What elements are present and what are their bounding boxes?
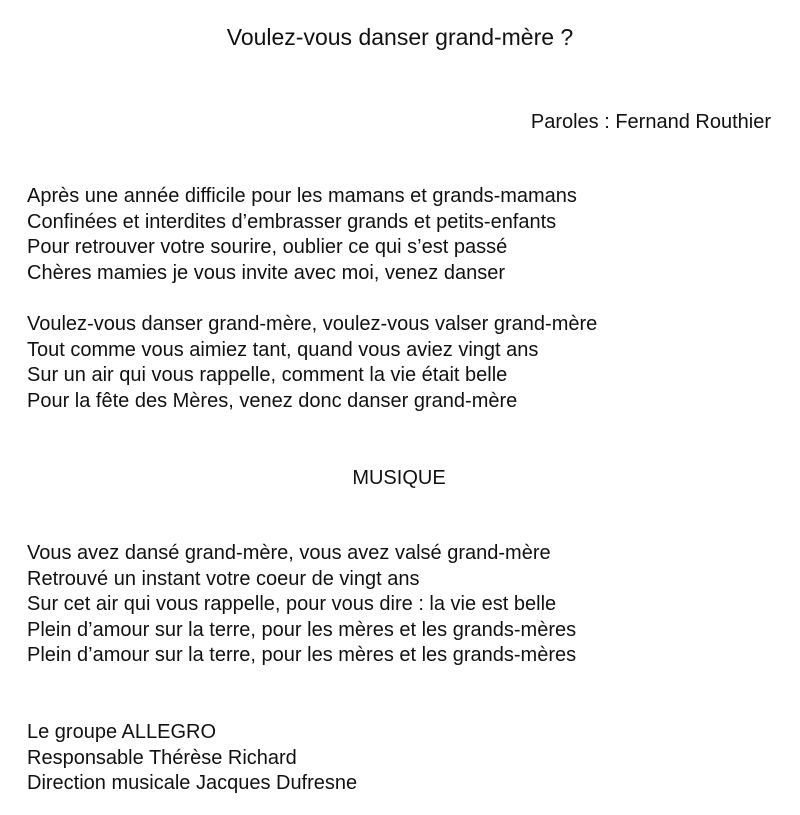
signature-block	[27, 720, 357, 797]
signature-manager: Responsable Thérèse Richard	[27, 746, 297, 769]
stanza-line: Vous avez dansé grand-mère, vous avez valsé grand-mère	[27, 542, 551, 564]
stanza-line: Retrouvé un instant votre coeur de vingt ans	[27, 567, 420, 590]
music-interlude: MUSIQUE	[352, 467, 446, 489]
stanza-line: Après une année difficile pour les mamans et grands-mamans	[27, 185, 577, 207]
stanza-line: Sur cet air qui vous rappelle, pour vous dire : la vie est belle	[27, 593, 557, 616]
stanza-2-chorus	[27, 312, 597, 414]
stanza-line: Pour la fête des Mères, venez donc danser grand-mère	[27, 389, 518, 412]
song-title: Voulez-vous danser grand-mère ?	[226, 24, 574, 50]
stanza-line: Sur un air qui vous rappelle, comment la vie était belle	[27, 364, 508, 387]
signature-group-name: Le groupe ALLEGRO	[27, 721, 217, 743]
stanza-line: Tout comme vous aimiez tant, quand vous aviez vingt ans	[27, 338, 539, 361]
stanza-line: Pour retrouver votre sourire, oublier ce qui s’est passé	[27, 236, 508, 259]
stanza-1	[27, 184, 577, 286]
lyrics-credit: Paroles : Fernand Routhier	[530, 111, 771, 133]
stanza-line: Chères mamies je vous invite avec moi, venez danser	[27, 261, 505, 284]
stanza-line: Confinées et interdites d’embrasser grands et petits-enfants	[27, 210, 557, 233]
stanza-line: Voulez-vous danser grand-mère, voulez-vous valser grand-mère	[27, 313, 598, 335]
stanza-line: Plein d’amour sur la terre, pour les mères et les grands-mères	[27, 618, 577, 641]
signature-music-director: Direction musicale Jacques Dufresne	[27, 772, 358, 795]
stanza-3	[27, 541, 576, 669]
stanza-line: Plein d’amour sur la terre, pour les mères et les grands-mères	[27, 644, 577, 667]
